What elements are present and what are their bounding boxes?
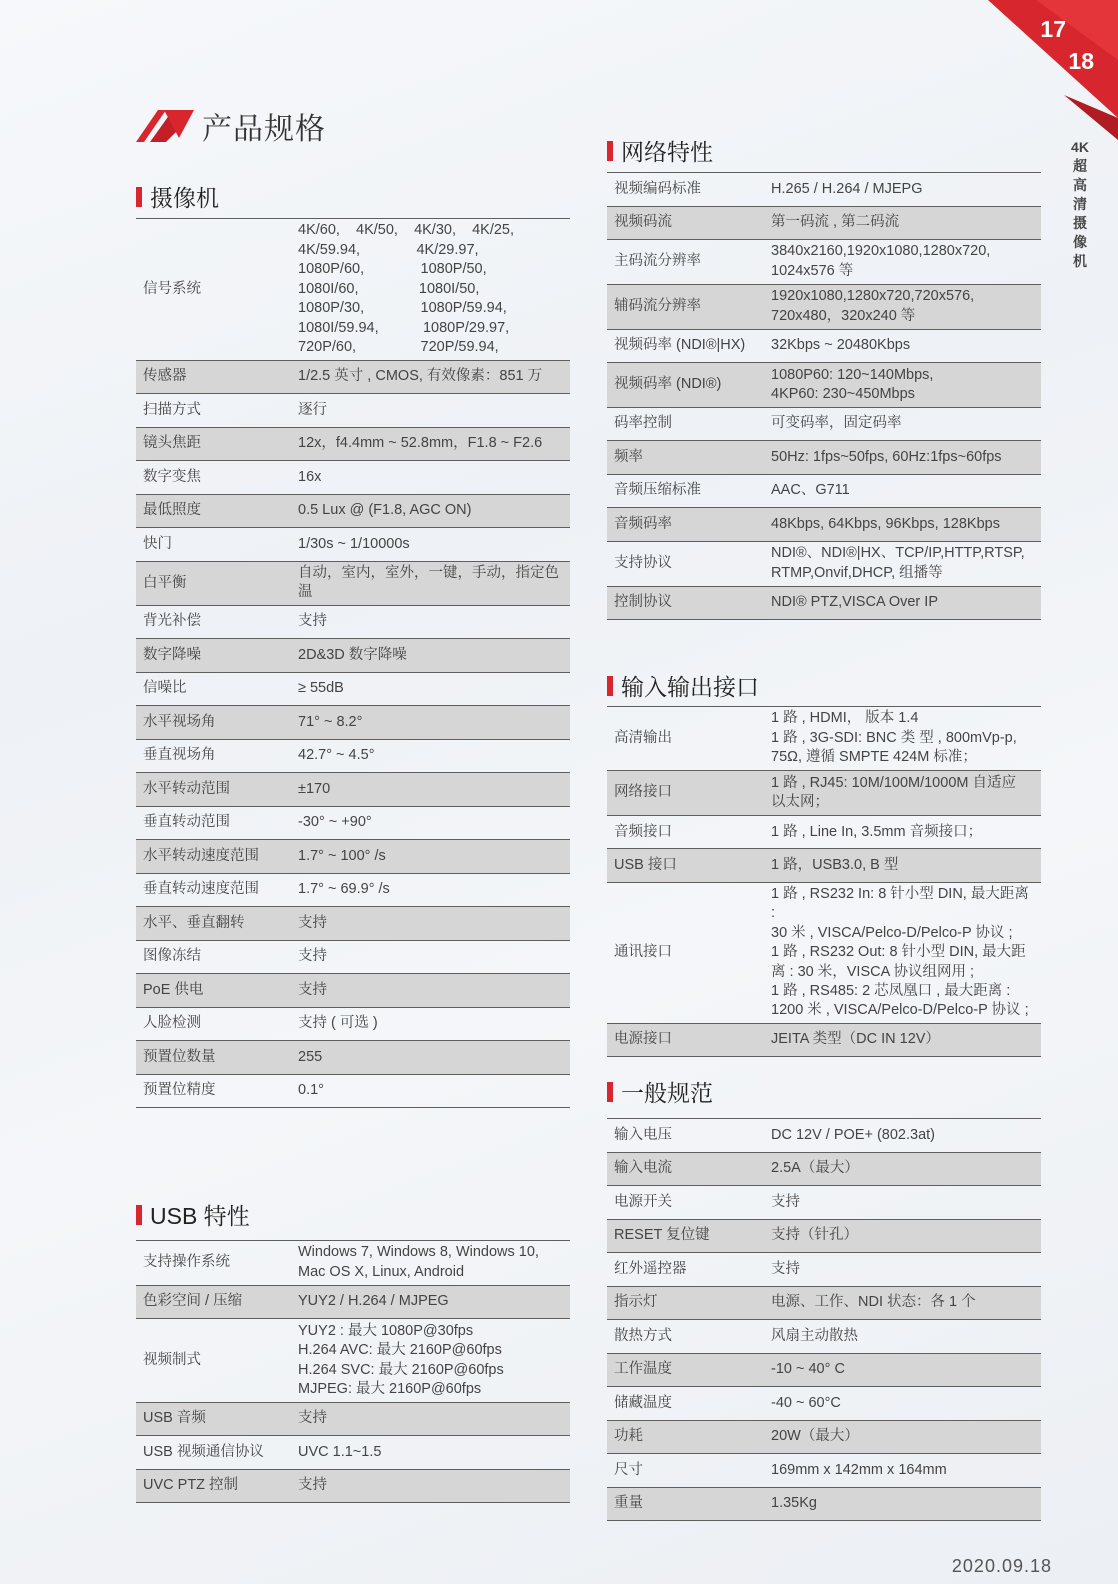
spec-label: 数字降噪: [143, 646, 201, 663]
spec-value: 1 路，USB3.0, B 型: [771, 857, 899, 874]
network-spec-table: [607, 172, 1041, 620]
spec-row: [607, 206, 1041, 240]
spec-label: 主码流分辨率: [614, 253, 701, 270]
spec-row: [136, 974, 570, 1008]
section-title-network: [607, 134, 713, 167]
spec-row: [607, 240, 1041, 285]
spec-value: 1/2.5 英寸 , CMOS, 有效像素：851 万: [298, 368, 543, 385]
spec-label: 电源接口: [614, 1031, 672, 1048]
spec-label: RESET 复位键: [614, 1227, 710, 1244]
spec-value: 支持: [771, 1193, 800, 1210]
section-marker: [607, 141, 613, 161]
spec-value: ≥ 55dB: [298, 680, 344, 697]
section-marker: [607, 1082, 613, 1102]
spec-label: 重量: [614, 1495, 643, 1512]
spec-label: 信噪比: [143, 680, 187, 697]
spec-label: 工作温度: [614, 1361, 672, 1378]
spec-label: 水平转动速度范围: [143, 847, 259, 864]
spec-row: [607, 173, 1041, 207]
spec-label: 码率控制: [614, 415, 672, 432]
spec-value: YUY2 : 最大 1080P@30fps H.264 AVC: 最大 2160P@60fps H.264 SVC: 最大 2160P@60fps MJPEG: 最大 2160P@60fps: [298, 1322, 504, 1397]
spec-label: 水平转动范围: [143, 780, 230, 797]
spec-value: 自动，室内，室外，一键，手动，指定色温: [298, 564, 559, 601]
spec-row: [607, 1387, 1041, 1421]
spec-label: 红外遥控器: [614, 1260, 687, 1277]
spec-label: 水平、垂直翻转: [143, 914, 245, 931]
spec-label: 辅码流分辨率: [614, 297, 701, 314]
spec-row: [607, 284, 1041, 329]
spec-value: 第一码流 , 第二码流: [771, 214, 900, 231]
spec-row: [607, 849, 1041, 883]
spec-value: AAC、G711: [771, 482, 850, 499]
page-title-text: 产品规格: [202, 113, 326, 146]
section-title-text: USB 特性: [150, 1203, 250, 1229]
spec-value: 支持: [298, 1477, 327, 1494]
spec-value: 32Kbps ~ 20480Kbps: [771, 337, 911, 354]
spec-value: 逐行: [298, 401, 327, 418]
spec-row: [607, 508, 1041, 542]
spec-row: [136, 394, 570, 428]
general-spec-table: [607, 1118, 1041, 1521]
spec-label: 预置位数量: [143, 1048, 216, 1065]
spec-label: 功耗: [614, 1428, 643, 1445]
spec-row: [136, 360, 570, 394]
spec-row: [607, 1286, 1041, 1320]
spec-value: 42.7° ~ 4.5°: [298, 747, 375, 764]
spec-row: [136, 773, 570, 807]
spec-row: [136, 1436, 570, 1470]
spec-label: 视频码流: [614, 214, 672, 231]
spec-row: [136, 561, 570, 605]
spec-label: 支持协议: [614, 555, 672, 572]
spec-value: NDI®、NDI®|HX、TCP/IP,HTTP,RTSP, RTMP,Onvif,DHCP, 组播等: [771, 545, 1025, 581]
spec-value: JEITA 类型（DC IN 12V）: [771, 1031, 940, 1048]
section-title-io: [607, 669, 759, 702]
spec-row: [607, 407, 1041, 441]
spec-label: 垂直视场角: [143, 747, 216, 764]
spec-value: 1080P60: 120~140Mbps, 4KP60: 230~450Mbps: [771, 366, 934, 402]
spec-row: [607, 815, 1041, 849]
spec-row: [136, 461, 570, 495]
spec-value: 1.35Kg: [771, 1495, 817, 1512]
spec-value: 支持: [298, 948, 327, 965]
spec-value: 0.5 Lux @ (F1.8, AGC ON): [298, 502, 472, 519]
spec-row: [607, 882, 1041, 1023]
spec-row: [136, 940, 570, 974]
spec-value: DC 12V / POE+ (802.3at): [771, 1126, 936, 1143]
spec-row: [136, 494, 570, 528]
spec-row: [136, 219, 570, 361]
spec-row: [136, 873, 570, 907]
spec-value: 20W（最大）: [771, 1428, 859, 1445]
spec-value: 支持: [298, 981, 327, 998]
spec-label: 图像冻结: [143, 948, 201, 965]
spec-value: 2.5A（最大）: [771, 1160, 859, 1177]
spec-row: [136, 1469, 570, 1503]
spec-label: 数字变焦: [143, 468, 201, 485]
spec-row: [607, 1253, 1041, 1287]
spec-row: [607, 329, 1041, 363]
spec-value: 48Kbps, 64Kbps, 96Kbps, 128Kbps: [771, 515, 1000, 532]
spec-value: 1.7° ~ 100° /s: [298, 847, 386, 864]
spec-label: 水平视场角: [143, 713, 216, 730]
spec-label: 支持操作系统: [143, 1254, 230, 1271]
spec-row: [607, 771, 1041, 816]
spec-value: -30° ~ +90°: [298, 814, 372, 831]
spec-value: 1 路 , Line In, 3.5mm 音频接口；: [771, 823, 983, 840]
spec-row: [607, 541, 1041, 586]
spec-label: 视频码率 (NDI®|HX): [614, 337, 746, 354]
spec-value: 255: [298, 1048, 323, 1065]
spec-value: -40 ~ 60°C: [771, 1394, 841, 1411]
spec-row: [136, 806, 570, 840]
section-marker: [136, 187, 142, 207]
spec-value: 169mm x 142mm x 164mm: [771, 1461, 947, 1478]
spec-row: [136, 1074, 570, 1108]
spec-row: [607, 1119, 1041, 1153]
section-title-text: 一般规范: [621, 1080, 713, 1106]
spec-row: [607, 1454, 1041, 1488]
page-number-right: 18: [1068, 48, 1094, 74]
spec-value: 支持（针孔）: [771, 1227, 858, 1244]
spec-label: USB 视频通信协议: [143, 1443, 264, 1460]
spec-label: 预置位精度: [143, 1082, 216, 1099]
spec-row: [607, 1219, 1041, 1253]
section-marker: [607, 676, 613, 696]
section-title-text: 摄像机: [150, 185, 219, 211]
spec-row: [136, 706, 570, 740]
spec-value: 支持 ( 可选 ): [298, 1015, 378, 1032]
spec-label: 控制协议: [614, 594, 672, 611]
spec-value: 1 路 , RJ45: 10M/100M/1000M 自适应 以太网；: [771, 774, 1016, 811]
spec-label: 音频压缩标准: [614, 482, 701, 499]
spec-row: [136, 1285, 570, 1319]
spec-label: 扫描方式: [143, 401, 201, 418]
spec-label: 色彩空间 / 压缩: [143, 1293, 243, 1310]
spec-label: USB 接口: [614, 857, 677, 874]
spec-label: 镜头焦距: [143, 435, 201, 452]
spec-value: -10 ~ 40° C: [771, 1361, 845, 1378]
spec-value: 支持: [298, 914, 327, 931]
spec-label: PoE 供电: [143, 981, 204, 998]
spec-row: [136, 739, 570, 773]
spec-row: [607, 1487, 1041, 1521]
spec-value: 16x: [298, 468, 322, 485]
spec-label: 快门: [143, 535, 172, 552]
spec-row: [136, 1241, 570, 1286]
spec-row: [136, 672, 570, 706]
spec-value: 50Hz: 1fps~50fps, 60Hz:1fps~60fps: [771, 448, 1002, 465]
spec-label: 白平衡: [143, 574, 187, 591]
spec-label: 传感器: [143, 368, 187, 385]
spec-row: [607, 1023, 1041, 1057]
spec-value: 1 路 , HDMI， 版本 1.4 1 路 , 3G-SDI: BNC 类 型 , 800mVp-p, 75Ω, 遵循 SMPTE 424M 标准；: [771, 710, 1017, 766]
io-spec-table: [607, 706, 1041, 1057]
spec-label: 网络接口: [614, 784, 672, 801]
spec-label: 指示灯: [614, 1294, 658, 1311]
spec-row: [136, 907, 570, 941]
spec-label: 尺寸: [614, 1461, 643, 1478]
spec-value: YUY2 / H.264 / MJPEG: [298, 1293, 449, 1310]
spec-row: [136, 427, 570, 461]
spec-row: [607, 707, 1041, 771]
spec-value: 2D&3D 数字降噪: [298, 646, 407, 663]
section-marker: [136, 1205, 142, 1225]
spec-label: 信号系统: [143, 280, 201, 297]
spec-value: 0.1°: [298, 1082, 324, 1099]
spec-row: [607, 1420, 1041, 1454]
spec-label: 视频制式: [143, 1351, 201, 1368]
spec-value: 电源、工作、NDI 状态：各 1 个: [771, 1294, 976, 1311]
spec-label: 电源开关: [614, 1193, 672, 1210]
spec-row: [607, 363, 1041, 408]
page-number-left: 17: [1040, 16, 1066, 42]
spec-label: USB 音频: [143, 1410, 206, 1427]
spec-label: 视频编码标准: [614, 180, 701, 197]
spec-row: [136, 528, 570, 562]
spec-value: 1 路 , RS232 In: 8 针小型 DIN, 最大距离 : 30 米 , VISCA/Pelco-D/Pelco-P 协议 ; 1 路 , RS232 Out: 8 针小型 DIN, 最大距 离 : 30 米，VISCA 协议组网用 ; 1 路 , RS485: 2 芯凤凰口 , 最大距离 : 1200 米 , VISCA/Pelco-D/Pelco-P 协议 ;: [771, 885, 1029, 1019]
spec-label: 通讯接口: [614, 944, 672, 961]
spec-row: [607, 441, 1041, 475]
spec-row: [607, 1186, 1041, 1220]
spec-label: 音频码率: [614, 515, 672, 532]
spec-value: 1/30s ~ 1/10000s: [298, 535, 410, 552]
camera-spec-table: [136, 218, 570, 1108]
spec-row: [607, 1353, 1041, 1387]
spec-label: 垂直转动范围: [143, 814, 230, 831]
spec-value: NDI® PTZ,VISCA Over IP: [771, 594, 938, 611]
section-title-text: 输入输出接口: [621, 674, 759, 700]
section-title-camera: [136, 180, 219, 213]
spec-row: [136, 1402, 570, 1436]
spec-value: 可变码率，固定码率: [771, 415, 902, 432]
spec-label: 音频接口: [614, 823, 672, 840]
spec-value: 3840x2160,1920x1080,1280x720, 1024x576 等: [771, 243, 991, 279]
spec-label: 垂直转动速度范围: [143, 881, 259, 898]
section-title-usb: [136, 1198, 250, 1231]
spec-row: [136, 605, 570, 639]
spec-value: UVC 1.1~1.5: [298, 1443, 382, 1460]
spec-row: [136, 1007, 570, 1041]
spec-label: 背光补偿: [143, 613, 201, 630]
spec-value: 支持: [771, 1260, 800, 1277]
product-side-title: 4K超高清摄像机: [1071, 139, 1089, 269]
spec-row: [607, 586, 1041, 620]
spec-label: 储藏温度: [614, 1394, 672, 1411]
spec-label: 输入电流: [614, 1160, 672, 1177]
publication-date: 2020.09.18: [951, 1556, 1052, 1576]
usb-spec-table: [136, 1240, 570, 1503]
spec-row: [136, 1319, 570, 1403]
spec-label: 高清输出: [614, 729, 672, 746]
spec-label: 散热方式: [614, 1327, 672, 1344]
spec-value: 1.7° ~ 69.9° /s: [298, 881, 390, 898]
spec-value: 风扇主动散热: [771, 1327, 858, 1344]
spec-value: 71° ~ 8.2°: [298, 713, 363, 730]
spec-label: 输入电压: [614, 1126, 672, 1143]
page-title: [136, 104, 326, 148]
spec-value: 1920x1080,1280x720,720x576, 720x480，320x240 等: [771, 288, 975, 324]
spec-row: [136, 639, 570, 673]
spec-row: [607, 474, 1041, 508]
spec-row: [607, 1152, 1041, 1186]
spec-label: 视频码率 (NDI®): [614, 376, 722, 393]
spec-row: [136, 1041, 570, 1075]
section-title-general: [607, 1075, 713, 1108]
section-title-text: 网络特性: [621, 139, 713, 165]
spec-label: 频率: [614, 448, 643, 465]
spec-value: Windows 7, Windows 8, Windows 10, Mac OS X, Linux, Android: [298, 1244, 539, 1280]
spec-value: 12x，f4.4mm ~ 52.8mm，F1.8 ~ F2.6: [298, 435, 543, 452]
spec-label: UVC PTZ 控制: [143, 1477, 239, 1494]
spec-label: 人脸检测: [143, 1015, 201, 1032]
brand-logo-icon: [136, 108, 194, 144]
spec-row: [136, 840, 570, 874]
spec-value: ±170: [298, 780, 331, 797]
spec-value: 支持: [298, 613, 327, 630]
spec-row: [607, 1320, 1041, 1354]
spec-value: 4K/60, 4K/50, 4K/30, 4K/25, 4K/59.94, 4K/29.97, 1080P/60, 1080P/50, 1080I/60, 1080I/50, 1080P/30, 1080P/59.94, 1080I/59.94, 1080P/29.97, 720P/60, 720P/59.94,: [298, 222, 515, 355]
spec-label: 最低照度: [143, 502, 201, 519]
spec-value: H.265 / H.264 / MJEPG: [771, 180, 923, 197]
spec-value: 支持: [298, 1410, 327, 1427]
